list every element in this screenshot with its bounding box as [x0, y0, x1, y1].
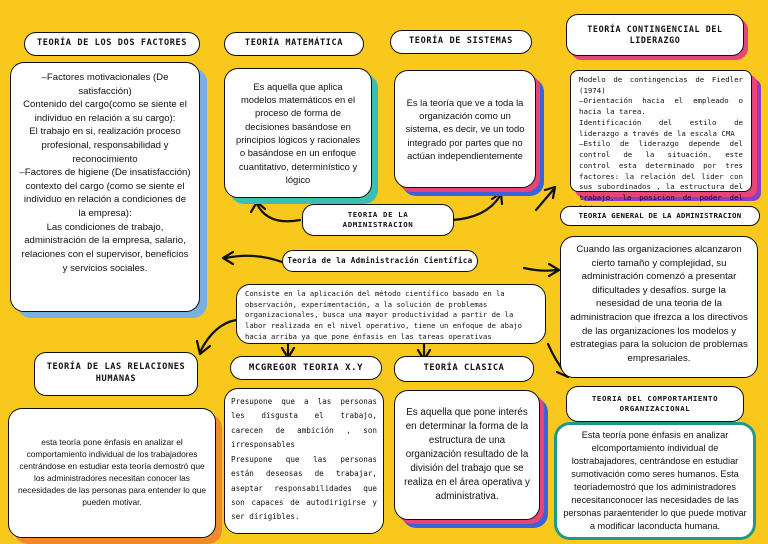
- arrow-to-dos-factores: [223, 252, 282, 264]
- general-box: Cuando las organizaciones alcanzaron cierto tamaño y complejidad, su administración comenzó a presentar dificultades y desafíos. surge la nesesidad de una teoria de la administracion que ifrezca a los directivos de las organizaciones los modelos y estrategias para la solucion de problemas empresariales.: [560, 236, 758, 378]
- sistemas-title: TEORÍA DE SISTEMAS: [390, 30, 532, 54]
- relaciones-box: esta teoría pone énfasis en analizar el comportamiento individual de los trabajadores centrándose en estudiar esta teoría demostró que los administradores necesitan conocer las necesidades de las personas para entender lo que pueden motivar.: [8, 408, 216, 538]
- comportamiento-box: Esta teoría pone énfasis en analizar elcomportamiento individual de lostrabajadores, centrándose en estudiar sumotivación como seres humanos. Esta teoríademostró que los administradores necesitanconocer las necesidades de las personas paraentender lo que puede motivar a modificar laconducta humana.: [556, 424, 754, 538]
- center-title: TEORIA DE LA ADMINISTRACION: [302, 204, 454, 236]
- scientific-title: Teoria de la Administración Científica: [282, 250, 478, 272]
- mcgregor-box: Presupone que a las personas les disgusta el trabajo, carecen de ambición , son irresponsables Presupone que las personas están deseosas de trabajar, aseptar responsabilidades que son capaces de autodirigirse y ser dirigibles.: [224, 388, 384, 534]
- contingencial-title: TEORÍA CONTINGENCIAL DEL LIDERAZGO: [566, 14, 744, 56]
- arrow-to-relaciones: [197, 320, 236, 354]
- arrow-to-contingencial: [536, 187, 555, 210]
- clasica-box: Es aquella que pone interés en determinar la forma de la estructura de una organización resultado de la división del trabajo que se realiza en el área operativa y administrativa.: [394, 390, 540, 520]
- dos-factores-box: –Factores motivacionales (De satisfacción) Contenido del cargo(como se siente el individuo en relación a su cargo): El trabajo en si, realización proceso profesional, responsabilidad y reconocimiento –Factores de higiene (De insatisfacción) contexto del cargo (como se siente el individuo en relación a condiciones de la empresa): Las condiciones de trabajo, administración de la empresa, salario, relaciones con el supervisor, beneficios y servicios sociales.: [10, 62, 200, 312]
- arrow-to-general: [524, 264, 559, 276]
- comportamiento-title: TEORIA DEL COMPORTAMIENTO ORGANIZACIONAL: [566, 386, 744, 422]
- arrow-to-matematica: [251, 202, 300, 221]
- matematica-box: Es aquella que aplica modelos matemáticos en el proceso de forma de decisiones basándose en principios lógicos y racionales o basándose en un enfoque cuantitativo, determinístico y lógico: [224, 68, 372, 198]
- general-title: TEORIA GENERAL DE LA ADMINISTRACION: [560, 206, 760, 226]
- contingencial-box: Modelo de contingencias de Fiedler (1974) –Orientación hacia el empleado o hacia la tarea. Identificación del estilo de liderazgo a través de la escala CMA –Estilo de liderazgo depende del control de la situación. este control esta determinado por tres factores: la relación del lider con sus subordinados , la estructura del trabajo, la posicion de poder del: [570, 70, 752, 192]
- scientific-box: Consiste en la aplicación del método científico basado en la observación, experimentación, a la solución de problemas organizacionales, busca una mayor productividad a partir de la labor realizada en el nivel operativo, tiene un enfoque de abajo hacia arriba ya que pone énfasis en las tareas operativas: [236, 284, 546, 344]
- clasica-title: TEORÍA CLASICA: [394, 356, 534, 382]
- matematica-title: TEORÍA MATEMÁTICA: [224, 32, 364, 56]
- relaciones-title: TEORÍA DE LAS RELACIONES HUMANAS: [34, 352, 198, 396]
- arrow-to-sistemas: [452, 193, 502, 220]
- sistemas-box: Es la teoría que ve a toda la organización como un sistema, es decir, ve un todo integrado por partes que no actúan independientemente: [394, 70, 536, 188]
- dos-factores-title: TEORÍA DE LOS DOS FACTORES: [24, 32, 200, 56]
- mcgregor-title: MCGREGOR TEORIA X.Y: [230, 356, 382, 380]
